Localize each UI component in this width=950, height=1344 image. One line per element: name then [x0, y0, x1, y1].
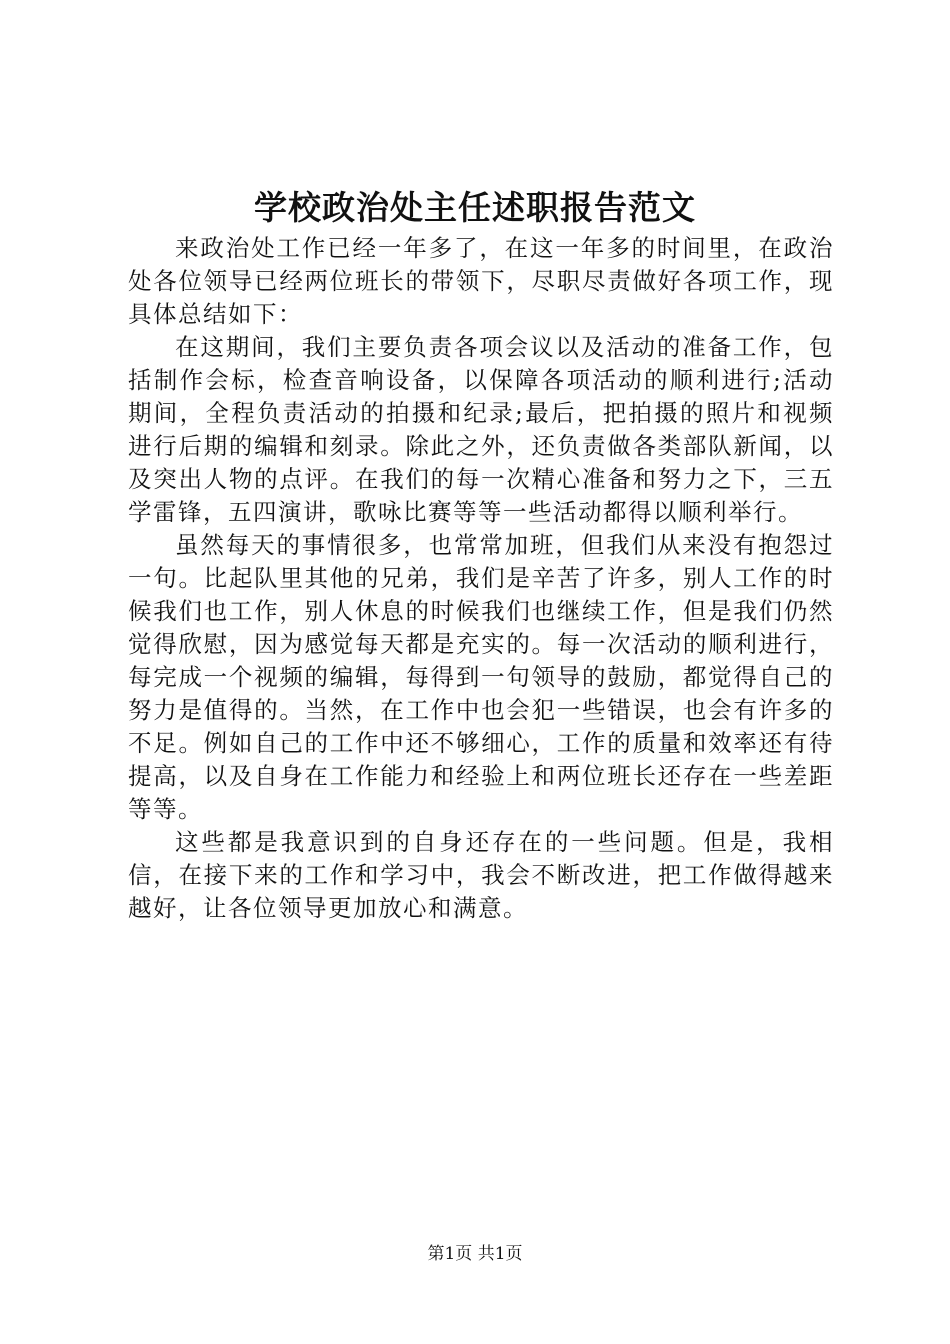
document-title: 学校政治处主任述职报告范文 [254, 188, 696, 227]
paragraph-2: 在这期间，我们主要负责各项会议以及活动的准备工作，包括制作会标，检查音响设备，以保障各项活动的顺利进行;活动期间，全程负责活动的拍摄和纪录;最后，把拍摄的照片和视频进行后期的编辑和刻录。除此之外，还负责做各类部队新闻，以及突出人物的点评。在我们的每一次精心准备和努力之下，三五学雷锋，五四演讲，歌咏比赛等等一些活动都得以顺利举行。 [128, 333, 834, 526]
paragraph-1: 来政治处工作已经一年多了，在这一年多的时间里，在政治处各位领导已经两位班长的带领下，尽职尽责做好各项工作，现具体总结如下： [128, 234, 834, 328]
paragraph-3: 虽然每天的事情很多，也常常加班，但我们从来没有抱怨过一句。比起队里其他的兄弟，我们是辛苦了许多，别人工作的时候我们也工作，别人休息的时候我们也继续工作，但是我们仍然觉得欣慰，因为感觉每天都是充实的。每一次活动的顺利进行，每完成一个视频的编辑，每得到一句领导的鼓励，都觉得自己的努力是值得的。当然，在工作中也会犯一些错误，也会有许多的不足。例如自己的工作中还不够细心，工作的质量和效率还有待提高，以及自身在工作能力和经验上和两位班长还存在一些差距等等。 [128, 531, 834, 823]
document-body [128, 232, 834, 925]
page-footer: 第1页 共1页 [427, 1244, 523, 1264]
paragraph-4: 这些都是我意识到的自身还存在的一些问题。但是，我相信，在接下来的工作和学习中，我会不断改进，把工作做得越来越好，让各位领导更加放心和满意。 [128, 828, 834, 922]
